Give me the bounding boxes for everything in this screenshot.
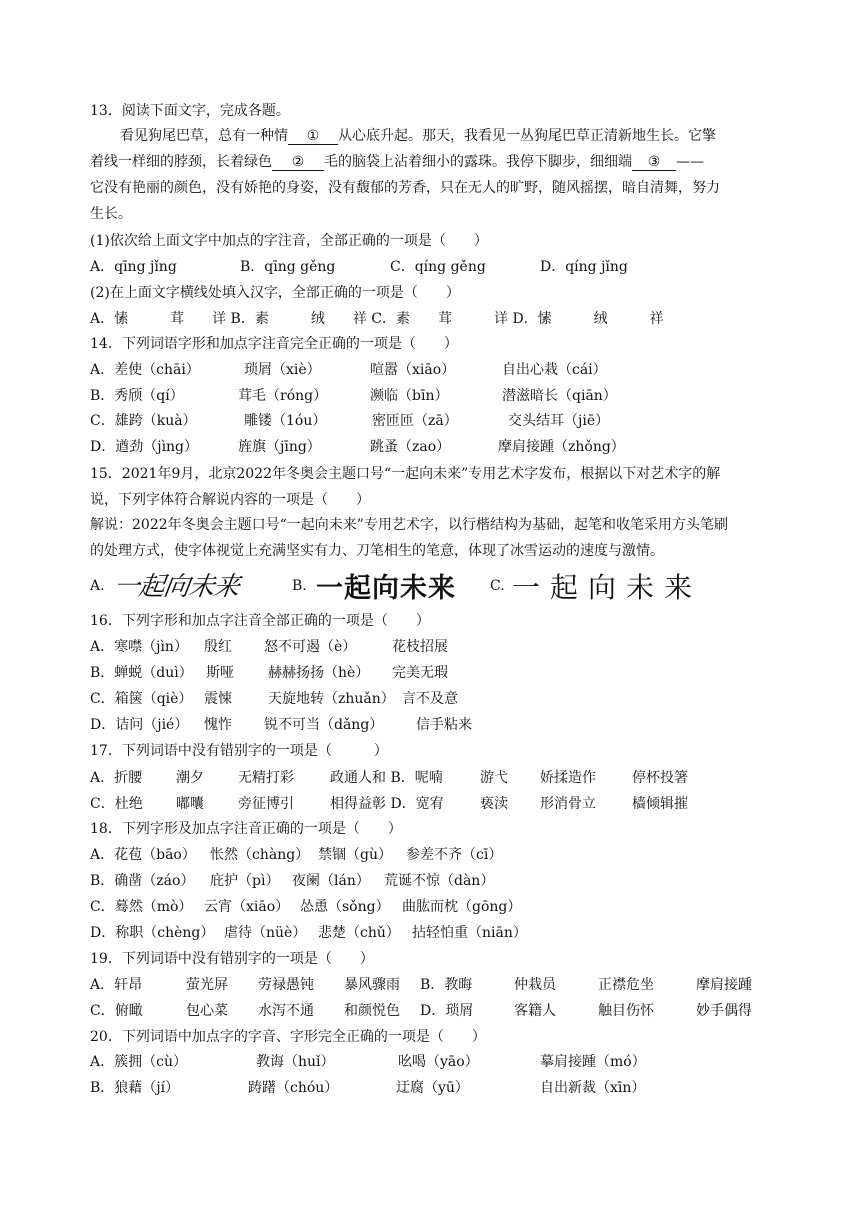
- q16-stem: 16．下列字形和加点字注音全部正确的一项是（ ）: [90, 613, 430, 629]
- q16-option-d-1[interactable]: D．诘问（jié）: [90, 717, 189, 733]
- q18-option-b-2: 庇护（pì）: [210, 873, 280, 889]
- q17-row2-2: 嘟囔: [176, 796, 204, 812]
- q18-option-d-1[interactable]: D．称职（chèng）: [90, 925, 215, 941]
- q18-option-a-2: 怅然（chàng）: [210, 847, 310, 863]
- q18-option-c-3: 怂恿（sǒng）: [300, 899, 390, 915]
- q20-option-b-3: 迂腐（yū）: [396, 1080, 469, 1096]
- q14-option-a-3: 喧嚣（xiāo）: [370, 362, 456, 378]
- q16-option-c-3: 天旋地转（zhuǎn）: [268, 691, 395, 707]
- q14-option-a-2: 琐屑（xiè）: [244, 362, 321, 378]
- q19-row2-5[interactable]: D．琐屑: [420, 1003, 474, 1019]
- q15-stem-line-1: 15．2021年9月，北京2022年冬奥会主题口号“一起向未来”专用艺术字发布，根据以下对艺术字的解: [90, 466, 721, 482]
- q14-option-d-2: 旌旗（jīng）: [238, 439, 321, 455]
- q20-option-a-2: 教诲（huǐ）: [256, 1054, 335, 1070]
- q14-option-c-4: 交头结耳（jiē）: [508, 413, 610, 429]
- q16-option-a-3: 怒不可遏（è）: [264, 639, 357, 655]
- q15-option-c-label[interactable]: C.: [490, 578, 505, 594]
- q17-row1-6: 娇揉造作: [540, 770, 596, 786]
- q20-option-a-3: 吆喝（yāo）: [398, 1054, 479, 1070]
- q20-stem: 20．下列词语中加点字的字音、字形完全正确的一项是（ ）: [90, 1029, 486, 1045]
- q13-sub1-option-d[interactable]: D．qíng jǐng: [540, 259, 628, 275]
- q18-option-b-4: 荒诞不惊（dàn）: [384, 873, 495, 889]
- q17-row2-5: 亵渎: [480, 796, 508, 812]
- q16-option-a-4: 花枝招展: [392, 639, 448, 655]
- q15-option-b-label[interactable]: B.: [292, 578, 307, 594]
- q16-option-b-3: 赫赫扬扬（hè）: [268, 665, 370, 681]
- q14-option-d-4: 摩肩接踵（zhǒng）: [498, 439, 625, 455]
- q18-option-d-4: 拈轻怕重（niān）: [412, 925, 527, 941]
- q13-passage-line-2: 着线一样细的脖颈，长着绿色 ② 毛的脑袋上沾着细小的露珠。我停下脚步，细细端 ③ ——: [90, 154, 704, 170]
- q20-option-b-2: 踌躇（chóu）: [248, 1080, 339, 1096]
- q18-option-a-3: 禁锢（gù）: [318, 847, 392, 863]
- q19-row2-2: 包心菜: [186, 1003, 228, 1019]
- q19-row2-4: 和颜悦色: [344, 1003, 400, 1019]
- q16-option-c-4: 言不及意: [402, 691, 458, 707]
- q13-sub2-options[interactable]: A．愫 茸 详 B．素 绒 祥 C．素 茸 详 D．愫 绒 祥: [90, 311, 664, 327]
- q16-option-c-1[interactable]: C．箱箧（qiè）: [90, 691, 193, 707]
- q14-option-b-4: 潜滋暗长（qiān）: [502, 388, 617, 404]
- q17-row1-3: 无精打彩: [238, 770, 294, 786]
- q20-option-b-4: 自出新裁（xīn）: [540, 1080, 646, 1096]
- q13-sub1-option-a[interactable]: A．qīng jǐng: [90, 259, 177, 275]
- q14-option-d-1[interactable]: D．遒劲（jìng）: [90, 439, 199, 455]
- q16-option-c-2: 震悚: [204, 691, 232, 707]
- q13-sub2-stem: (2)在上面文字横线处填入汉字，全部正确的一项是（ ）: [90, 285, 460, 301]
- q13-title: 13．阅读下面文字，完成各题。: [90, 103, 290, 119]
- q15-option-c-art[interactable]: 一起向未来: [512, 571, 703, 604]
- q13-passage-line-1: 看见狗尾巴草，总有一种情 ① 从心底升起。那天，我看见一丛狗尾巴草正清新地生长。它擎: [120, 128, 716, 144]
- q19-row2-6: 客籍人: [514, 1003, 556, 1019]
- q18-stem: 18．下列字形及加点字注音正确的一项是（ ）: [90, 821, 402, 837]
- q16-option-d-2: 愧怍: [204, 717, 232, 733]
- q16-option-b-4: 完美无瑕: [392, 665, 448, 681]
- q13-passage-line-3: 它没有艳丽的颜色，没有娇艳的身姿，没有馥郁的芳香，只在无人的旷野，随风摇摆，暗自清舞，努力: [90, 180, 720, 196]
- q17-row1-7: 停杯投箸: [632, 770, 688, 786]
- q15-option-b-art[interactable]: 一起向未来: [316, 573, 456, 604]
- q17-row1-4[interactable]: 政通人和 B．呢喃: [330, 770, 443, 786]
- q17-row2-1[interactable]: C．杜绝: [90, 796, 143, 812]
- q17-stem: 17．下列词语中没有错别字的一项是（ ）: [90, 743, 388, 759]
- q20-option-b-1[interactable]: B．狼藉（jí）: [90, 1080, 180, 1096]
- q18-option-a-1[interactable]: A．花苞（bāo）: [90, 847, 196, 863]
- q14-option-b-2: 茸毛（róng）: [238, 388, 328, 404]
- q19-row1-1[interactable]: A．轩昂: [90, 977, 143, 993]
- q18-option-c-4: 曲肱而枕（gōng）: [402, 899, 522, 915]
- q14-stem: 14．下列词语字形和加点字注音完全正确的一项是（ ）: [90, 336, 458, 352]
- q18-option-d-3: 悲楚（chǔ）: [318, 925, 400, 941]
- q19-row2-8: 妙手偶得: [696, 1003, 752, 1019]
- q19-row1-7: 正襟危坐: [598, 977, 654, 993]
- q14-option-a-4: 自出心栽（cái）: [502, 362, 607, 378]
- q20-option-a-1[interactable]: A．簇拥（cù）: [90, 1054, 187, 1070]
- q19-row1-8: 摩肩接踵: [696, 977, 752, 993]
- q17-row2-3: 旁征博引: [238, 796, 294, 812]
- q17-row2-7: 樯倾辑摧: [632, 796, 688, 812]
- q19-stem: 19．下列词语中没有错别字的一项是（ ）: [90, 951, 374, 967]
- q13-sub1-option-b[interactable]: B．qīng gěng: [240, 259, 336, 275]
- q18-option-c-1[interactable]: C．蓦然（mò）: [90, 899, 193, 915]
- q18-option-b-1[interactable]: B．确凿（záo）: [90, 873, 195, 889]
- q17-row1-1[interactable]: A．折腰: [90, 770, 143, 786]
- q19-row2-1[interactable]: C．俯瞰: [90, 1003, 143, 1019]
- q17-row2-6: 形消骨立: [540, 796, 596, 812]
- q19-row1-3: 劳禄愚钝: [258, 977, 314, 993]
- q17-row1-5: 游弋: [480, 770, 508, 786]
- q19-row2-3: 水泻不通: [258, 1003, 314, 1019]
- q19-row1-2: 萤光屏: [186, 977, 228, 993]
- q18-option-a-4: 参差不齐（cī）: [406, 847, 503, 863]
- q15-stem-line-2: 说，下列字体符合解说内容的一项是（ ）: [90, 492, 370, 508]
- q15-explanation-line-1: 解说：2022年冬奥会主题口号“一起向未来”专用艺术字，以行楷结构为基础，起笔和收笔采用方头笔刷: [90, 517, 728, 533]
- q16-option-b-2: 斯哑: [206, 665, 234, 681]
- q19-row1-6: 仲栽员: [514, 977, 556, 993]
- blank-3: ③: [632, 154, 676, 171]
- q20-option-a-4: 摹肩接踵（mó）: [540, 1054, 646, 1070]
- q14-option-c-3: 密匝匝（zā）: [372, 413, 458, 429]
- q19-row2-7: 触目伤怀: [598, 1003, 654, 1019]
- q17-row2-4[interactable]: 相得益彰 D．宽宥: [330, 796, 444, 812]
- q16-option-a-2: 殷红: [204, 639, 232, 655]
- q18-option-b-3: 夜阑（lán）: [292, 873, 370, 889]
- q15-explanation-line-2: 的处理方式，使字体视觉上充满坚实有力、刀笔相生的笔意，体现了冰雪运动的速度与激情。: [90, 543, 664, 559]
- q16-option-a-1[interactable]: A．寒噤（jìn）: [90, 639, 188, 655]
- blank-1: ①: [288, 128, 338, 145]
- q13-sub1-stem: (1)依次给上面文字中加点的字注音，全部正确的一项是（ ）: [90, 233, 488, 249]
- q19-row1-4: 暴风骤雨: [344, 977, 400, 993]
- q18-option-c-2: 云宵（xiāo）: [204, 899, 290, 915]
- q14-option-b-1[interactable]: B．秀颀（qí）: [90, 388, 184, 404]
- q16-option-d-4: 信手粘来: [416, 717, 472, 733]
- q18-option-d-2: 虐待（nüè）: [224, 925, 307, 941]
- q15-option-a-art[interactable]: 一起向未来: [111, 572, 241, 602]
- q16-option-d-3: 锐不可当（dǎng）: [264, 717, 384, 733]
- q16-option-b-1[interactable]: B．蝉蜕（duì）: [90, 665, 193, 681]
- blank-2: ②: [272, 154, 324, 171]
- q13-passage-line-4: 生长。: [90, 206, 132, 222]
- q14-option-b-3: 濒临（bīn）: [370, 388, 449, 404]
- q14-option-a-1[interactable]: A．差使（chāi）: [90, 362, 200, 378]
- q14-option-c-1[interactable]: C．雄跨（kuà）: [90, 413, 197, 429]
- q15-option-a-label[interactable]: A.: [90, 578, 105, 594]
- q19-row1-5[interactable]: B．教晦: [420, 977, 473, 993]
- q14-option-c-2: 雕镂（1óu）: [244, 413, 327, 429]
- q13-sub1-option-c[interactable]: C．qíng gěng: [390, 259, 486, 275]
- q17-row1-2: 潮夕: [176, 770, 204, 786]
- q14-option-d-3: 跳蚤（zao）: [370, 439, 451, 455]
